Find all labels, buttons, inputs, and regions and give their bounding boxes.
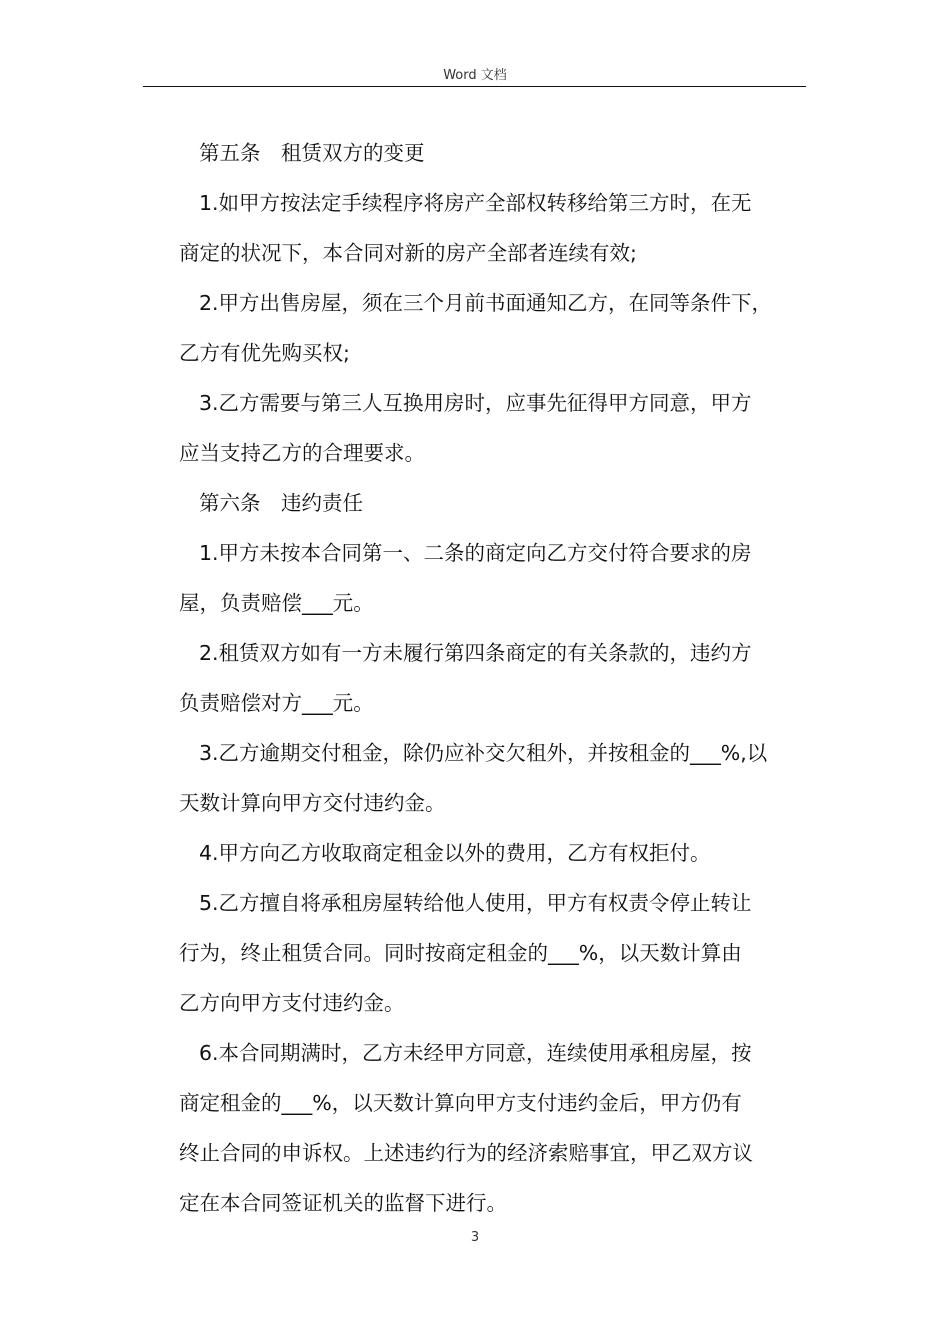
article-6-clause-3-line-2: 天数计算向甲方交付违约金。 — [179, 791, 446, 815]
article-6-clause-1-line-1: 1.甲方未按本合同第一、二条的商定向乙方交付符合要求的房 — [199, 541, 752, 565]
article-5-heading: 第五条 租赁双方的变更 — [199, 141, 425, 165]
article-6-clause-4-line-1: 4.甲方向乙方收取商定租金以外的费用，乙方有权拒付。 — [199, 841, 711, 865]
article-6-heading: 第六条 违约责任 — [199, 491, 363, 515]
article-6-clause-6-line-4: 定在本合同签证机关的监督下进行。 — [179, 1191, 507, 1215]
article-5-clause-1-line-1: 1.如甲方按法定手续程序将房产全部权转移给第三方时，在无 — [199, 191, 752, 215]
document-body — [179, 128, 799, 1228]
article-6-clause-5-line-1: 5.乙方擅自将承租房屋转给他人使用，甲方有权责令停止转让 — [199, 891, 752, 915]
page-number: 3 — [470, 1230, 480, 1245]
article-6-clause-6-line-3: 终止合同的申诉权。上述违约行为的经济索赔事宜，甲乙双方议 — [179, 1141, 753, 1165]
header-divider — [143, 86, 806, 87]
article-5-clause-2-line-2: 乙方有优先购买权; — [179, 341, 350, 365]
page-header: Word 文档 — [443, 68, 507, 83]
article-6-clause-1-line-2: 屋，负责赔偿___元。 — [179, 591, 374, 615]
article-6-clause-3-line-1: 3.乙方逾期交付租金，除仍应补交欠租外，并按租金的___%,以 — [199, 741, 768, 765]
article-6-clause-6-line-1: 6.本合同期满时，乙方未经甲方同意，连续使用承租房屋，按 — [199, 1041, 752, 1065]
article-5-clause-3-line-1: 3.乙方需要与第三人互换用房时，应事先征得甲方同意，甲方 — [199, 391, 752, 415]
article-6-clause-2-line-2: 负责赔偿对方___元。 — [179, 691, 374, 715]
article-5-clause-2-line-1: 2.甲方出售房屋，须在三个月前书面通知乙方，在同等条件下， — [199, 291, 773, 315]
article-6-clause-2-line-1: 2.租赁双方如有一方未履行第四条商定的有关条款的，违约方 — [199, 641, 752, 665]
article-6-clause-5-line-2: 行为，终止租赁合同。同时按商定租金的___%，以天数计算由 — [179, 941, 742, 965]
article-5-clause-3-line-2: 应当支持乙方的合理要求。 — [179, 441, 425, 465]
article-6-clause-6-line-2: 商定租金的___%，以天数计算向甲方支付违约金后，甲方仍有 — [179, 1091, 742, 1115]
article-6-clause-5-line-3: 乙方向甲方支付违约金。 — [179, 991, 405, 1015]
article-5-clause-1-line-2: 商定的状况下，本合同对新的房产全部者连续有效; — [179, 241, 637, 265]
